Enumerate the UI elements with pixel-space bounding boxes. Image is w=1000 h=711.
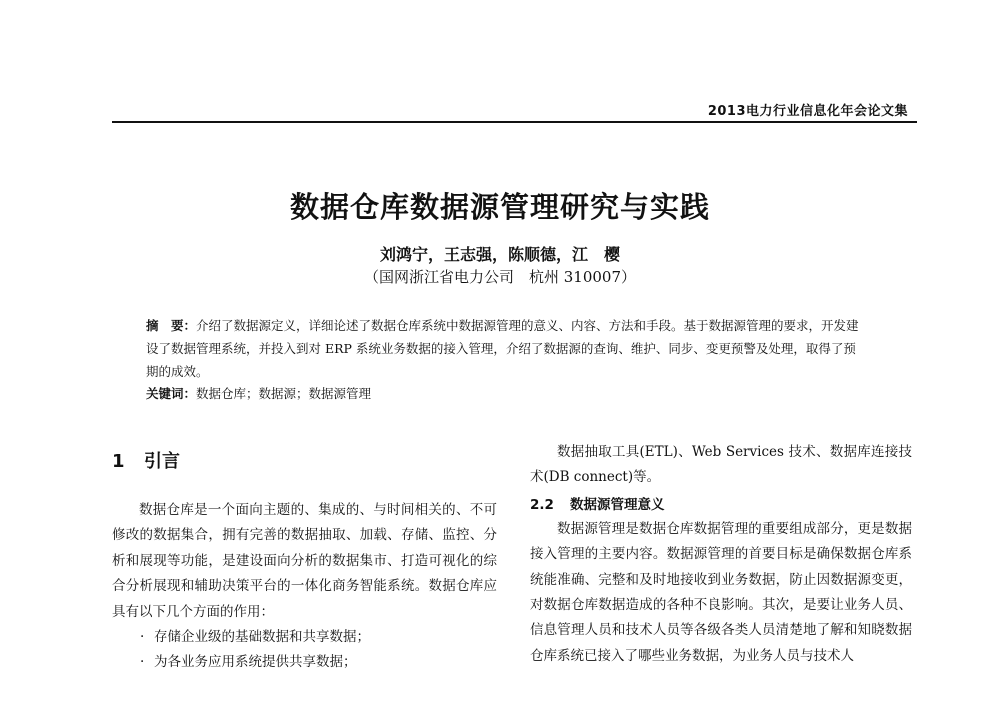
section-2-2-paragraph: 数据源管理是数据仓库数据管理的重要组成部分，更是数据接入管理的主要内容。数据源管理的首要目标是确保数据仓库系统能准确、完整和及时地接收到业务数据，防止因数据源变更，对数据仓库数据造成的各种不良影响。其次，是要让业务人员、信息管理人员和技术人员等各级各类人员清楚地了解和知晓数据仓库系统已接入了哪些业务数据，为业务人员与技术人	[530, 520, 912, 664]
affiliation: （国网浙江省电力公司 杭州 310007）	[363, 268, 637, 286]
header-rule	[112, 121, 917, 123]
keywords-text: 数据仓库；数据源；数据源管理	[196, 386, 372, 401]
bullet-icon: ·	[140, 654, 145, 671]
bullet-list	[112, 625, 497, 676]
subsection-title: 数据源管理意义	[570, 496, 665, 513]
keywords	[146, 384, 866, 402]
list-item: · 存储企业级的基础数据和共享数据；	[140, 625, 497, 650]
section-2-2-heading	[530, 493, 912, 517]
abstract-label: 摘 要：	[146, 318, 197, 333]
subsection-number: 2.2	[530, 496, 554, 513]
left-column	[112, 448, 497, 676]
abstract	[146, 314, 866, 383]
bullet-icon: ·	[140, 629, 145, 646]
author-list: 刘鸿宁，王志强，陈顺德，江 樱	[379, 245, 620, 264]
abstract-text: 介绍了数据源定义，详细论述了数据仓库系统中数据源管理的意义、内容、方法和手段。基于数据源管理的要求，开发建设了数据管理系统，并投入到对 ERP 系统业务数据的接入管理，介绍了数据源的查询、维护、同步、变更预警及处理，取得了预期的成效。	[146, 318, 859, 379]
keywords-label: 关键词：	[146, 386, 197, 401]
right-column	[530, 440, 912, 669]
section-title: 引言	[144, 451, 180, 472]
running-head: 2013电力行业信息化年会论文集	[707, 104, 908, 119]
list-item: · 为各业务应用系统提供共享数据；	[140, 650, 497, 675]
paper-title: 数据仓库数据源管理研究与实践	[289, 190, 710, 224]
section-1-heading	[112, 448, 497, 476]
continued-paragraph: 数据抽取工具(ETL)、Web Services 技术、数据库连接技术(DB connect)等。	[530, 444, 912, 486]
section-1-paragraph: 数据仓库是一个面向主题的、集成的、与时间相关的、不可修改的数据集合，拥有完善的数据抽取、加载、存储、监控、分析和展现等功能，是建设面向分析的数据集市、打造可视化的综合分析展现和辅助决策平台的一体化商务智能系统。数据仓库应具有以下几个方面的作用：	[112, 502, 497, 620]
section-number: 1	[112, 451, 125, 472]
